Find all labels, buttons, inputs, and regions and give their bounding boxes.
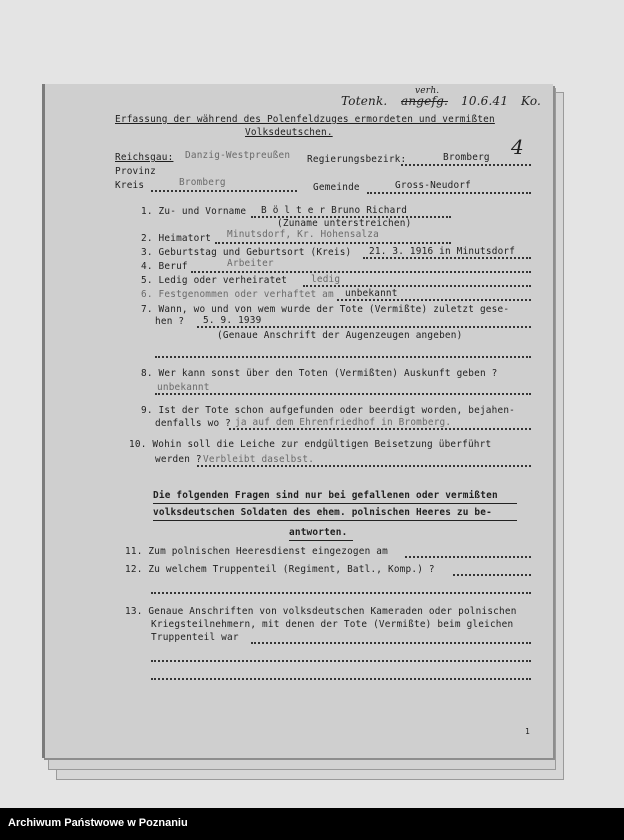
question-10-value: Verbleibt daselbst. (203, 454, 315, 465)
regierungsbezirk-label: Regierungsbezirk: (307, 154, 407, 165)
archive-name: Archiwum Państwowe w Poznaniu (8, 817, 188, 829)
regierungsbezirk-value: Bromberg (443, 152, 490, 163)
question-5-label: 5. Ledig oder verheiratet (141, 275, 288, 286)
question-10-label: 10. Wohin soll die Leiche zur endgültigen Beisetzung überführt (129, 439, 492, 450)
form-sheet (42, 84, 553, 758)
question-4-dots (191, 271, 531, 273)
handwritten-annotation-date: 10.6.41 (461, 94, 509, 108)
section-underline-2 (153, 520, 517, 521)
question-7-value: 5. 9. 1939 (203, 315, 262, 326)
question-1-hint: (Zuname unterstreichen) (277, 218, 412, 229)
question-10-dots (197, 465, 531, 467)
question-13-label3: Truppenteil war (151, 632, 239, 643)
section-underline-3 (289, 540, 353, 541)
reichsgau-label: Reichsgau: (115, 152, 174, 163)
handwritten-annotation-initials: Ko. (521, 94, 542, 108)
question-6-value: unbekannt (345, 288, 398, 299)
question-12-label: 12. Zu welchem Truppenteil (Regiment, Batl., Komp.) ? (125, 564, 435, 575)
section-heading-line1: Die folgenden Fragen sind nur bei gefallenen oder vermißten (153, 490, 498, 501)
question-7-dots2 (155, 356, 531, 358)
form-title-line1: Erfassung der während des Polenfeldzuges ermordeten und vermißten (115, 114, 495, 125)
question-5-dots (303, 285, 531, 287)
question-7-hint: (Genaue Anschrift der Augenzeugen angeben) (217, 330, 463, 341)
question-13-dots3 (151, 678, 531, 680)
gemeinde-value: Gross-Neudorf (395, 180, 471, 191)
question-8-value: unbekannt (157, 382, 210, 393)
handwritten-annotation-small: verh. (415, 86, 440, 96)
question-13-dots (251, 642, 531, 644)
question-13-dots2 (151, 660, 531, 662)
question-2-value: Minutsdorf, Kr. Hohensalza (227, 229, 379, 240)
question-7-label2: hen ? (155, 316, 185, 327)
question-11-label: 11. Zum polnischen Heeresdienst eingezogen am (125, 546, 388, 557)
reichsgau-value: Danzig-Westpreußen (185, 150, 291, 161)
kreis-label: Kreis (115, 180, 145, 191)
section-heading-line2: volksdeutschen Soldaten des ehem. polnischen Heeres zu be- (153, 507, 492, 518)
handwritten-annotation-name: Totenk. (341, 94, 388, 108)
kreis-value: Bromberg (179, 177, 226, 188)
question-12-dots (453, 574, 531, 576)
question-12-dots2 (151, 592, 531, 594)
question-13-label: 13. Genaue Anschriften von volksdeutschen Kameraden oder polnischen (125, 606, 517, 617)
question-9-value: ja auf dem Ehrenfriedhof in Bromberg. (235, 417, 452, 428)
question-6-dots (337, 299, 531, 301)
gemeinde-dots (367, 192, 531, 194)
question-6-label: 6. Festgenommen oder verhaftet am (141, 289, 334, 300)
question-10-label2: werden ? (155, 454, 202, 465)
page-number: 1 (525, 727, 531, 736)
handwritten-page-mark: 4 (511, 135, 524, 159)
question-2-label: 2. Heimatort (141, 233, 212, 244)
question-8-label: 8. Wer kann sonst über den Toten (Vermißten) Auskunft geben ? (141, 368, 498, 379)
regierungsbezirk-dots (401, 164, 531, 166)
question-2-dots (215, 242, 451, 244)
question-7-dots (197, 326, 531, 328)
question-1-label: 1. Zu- und Vorname (141, 206, 247, 217)
kreis-dots (151, 190, 297, 192)
question-4-label: 4. Beruf (141, 261, 188, 272)
question-9-label: 9. Ist der Tote schon aufgefunden oder beerdigt worden, bejahen- (141, 405, 516, 416)
question-9-label2: denfalls wo ? (155, 418, 231, 429)
handwritten-annotation-struck: angefg. (401, 94, 449, 108)
question-7-label: 7. Wann, wo und von wem wurde der Tote (Vermißte) zuletzt gese- (141, 304, 510, 315)
question-1-value: B ö l t e r Bruno Richard (261, 205, 408, 216)
question-3-label: 3. Geburtstag und Geburtsort (Kreis) (141, 247, 352, 258)
gemeinde-label: Gemeinde (313, 182, 360, 193)
question-3-value: 21. 3. 1916 in Minutsdorf (369, 246, 516, 257)
question-9-dots (229, 428, 531, 430)
provinz-label: Provinz (115, 166, 156, 177)
archive-footer (0, 808, 624, 840)
question-3-dots (363, 257, 531, 259)
section-heading-line3: antworten. (289, 527, 348, 538)
question-5-value: ledig (311, 274, 341, 285)
question-11-dots (405, 556, 531, 558)
question-8-dots (155, 393, 531, 395)
section-underline-1 (153, 503, 517, 504)
form-title-line2: Volksdeutschen. (245, 127, 333, 138)
question-13-label2: Kriegsteilnehmern, mit denen der Tote (Vermißte) beim gleichen (151, 619, 514, 630)
question-4-value: Arbeiter (227, 258, 274, 269)
